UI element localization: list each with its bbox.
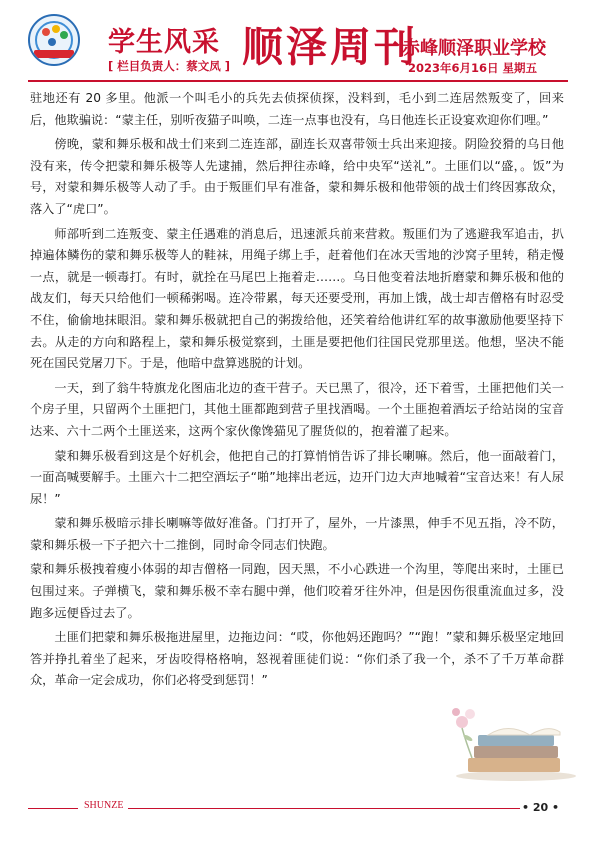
- article-paragraph: 一天，到了翁牛特旗龙化图庙北边的查干营子。天已黑了，很冷，还下着雪，土匪把他们关一个房子里，只留两个土匪把门，其他土匪都跑到营子里找酒喝。一个土匪抱着酒坛子给站岗的宝音达来、六十二两个土匪送来，这两个家伙像馋猫见了腥货似的，抱着灌了起来。: [30, 380, 564, 438]
- footer-divider-left: [28, 808, 78, 809]
- footer-divider-right: [128, 808, 520, 809]
- article-paragraph: 蒙和舞乐极暗示排长喇嘛等做好准备。门打开了，屋外，一片漆黑，伸手不见五指，冷不防，蒙和舞乐极一下子把六十二推倒，同时命令同志们快跑。: [30, 516, 564, 552]
- article-body: [30, 88, 564, 695]
- article-paragraph: 蒙和舞乐极拽着瘦小体弱的却吉僧格一同跑，因天黑，不小心跌进一个沟里，等爬出来时，土匪已包围过来。子弹横飞，蒙和舞乐极不幸右腿中弹，他们咬着牙往外冲，但是因伤很重流血过多，没跑多远便昏过去了。: [30, 562, 564, 620]
- column-title: 学生风采: [108, 27, 220, 58]
- issue-date: 2023年6月16日 星期五: [408, 61, 538, 75]
- magazine-title: 顺泽周刊: [242, 23, 418, 71]
- page-number: • 20 •: [522, 801, 560, 814]
- header-divider: [28, 80, 568, 82]
- article-paragraph: 土匪们把蒙和舞乐极拖进屋里，边拖边问：“哎，你他妈还跑吗？”“跑！”蒙和舞乐极坚定地回答并挣扎着坐了起来，牙齿咬得格格响，怒视着匪徒们说：“你们杀了我一个，杀不了千万革命群众，革命一定会成功，你们必将受到惩罚！”: [30, 630, 564, 688]
- column-editor: [ 栏目负责人：蔡文凤 ]: [108, 59, 231, 73]
- article-paragraph: 师部听到二连叛变、蒙主任遇难的消息后，迅速派兵前来营救。叛匪们为了逃避我军追击，扒掉遍体鳞伤的蒙和舞乐极等人的鞋袜，用绳子绑上手，赶着他们在冰天雪地的沙窝子里转，稍走慢一点，就是一顿毒打。有时，就拴在马尾巴上拖着走……。乌日他变着法地折磨蒙和舞乐极和他的战友们，每天只给他们一顿稀粥喝。连冷带累，每天还要受刑，再加上饿，战士却吉僧格有时忍受不住，偷偷地抹眼泪。蒙和舞乐极就把自己的粥拨给他，还笑着给他讲红军的故事激励他要坚持下去。从走的方向和路程上，蒙和舞乐极觉察到，土匪是要把他们往国民党那里送。他想，坚决不能死在国民党屠刀下。于是，他暗中盘算逃脱的计划。: [30, 226, 564, 371]
- school-logo-icon: [28, 14, 80, 66]
- article-paragraph: 傍晚，蒙和舞乐极和战士们来到二连连部，副连长双喜带领士兵出来迎接。阴险狡猾的乌日他没有来，传令把蒙和舞乐极等人先逮捕，然后押往赤峰，给中央军“送礼”。土匪们以“盛，。饭”为号，对蒙和舞乐极等人动了手。由于叛匪们早有准备，蒙和舞乐极和他带领的战士们终因寡敌众，落入了“虎口”。: [30, 137, 564, 216]
- article-paragraph: 驻地还有 20 多里。他派一个叫毛小的兵先去侦探侦探，没料到，毛小到二连居然叛变了，回来后，他欺骗说：“蒙主任，别听夜猫子叫唤，二连一点事也没有，乌日他连长正设宴欢迎你们哩。”: [30, 91, 564, 127]
- footer-label: SHUNZE: [84, 800, 124, 811]
- books-flowers-icon: [448, 702, 578, 782]
- article-paragraph: 蒙和舞乐极看到这是个好机会，他把自己的打算悄悄告诉了排长喇嘛。然后，他一面敲着门，一面高喊要解手。土匪六十二把空酒坛子“啪”地摔出老远，边开门边大声地喊着“宝音达来！有人尿尿！”: [30, 448, 564, 506]
- school-name: 赤峰顺泽职业学校: [402, 38, 546, 59]
- page-header: [0, 0, 595, 92]
